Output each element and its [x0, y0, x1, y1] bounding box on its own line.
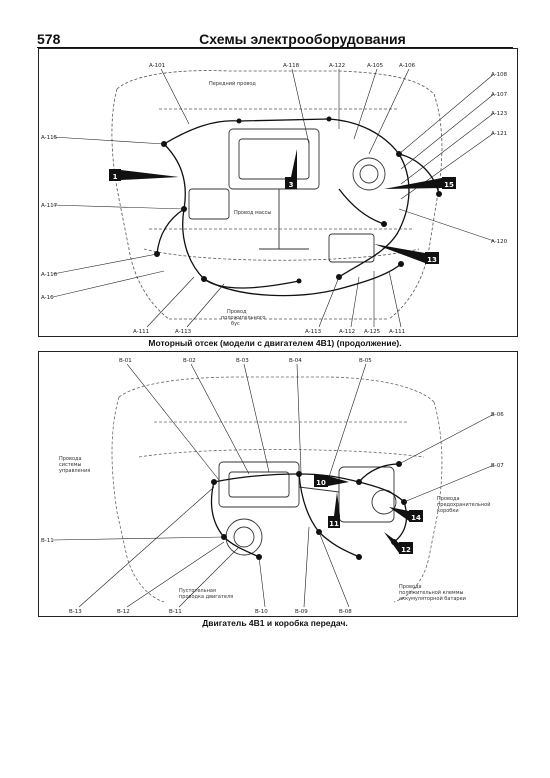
note-front-harness: Передний провод — [209, 81, 256, 87]
note-right2-2: положительной клеммы — [399, 590, 464, 596]
label-a116: A-116 — [41, 272, 58, 278]
page-number: 578 — [37, 31, 61, 47]
label-a16: A-16 — [41, 295, 54, 301]
note-left-3: управления — [59, 468, 91, 474]
label-b09: B-09 — [295, 609, 308, 615]
note-right-1: Провода — [437, 496, 460, 502]
connectors — [154, 117, 442, 284]
label-b07: B-07 — [491, 463, 504, 469]
note-right-2: предохранительной — [437, 502, 491, 508]
label-a121: A-121 — [491, 131, 508, 137]
note-left-2: системы — [59, 462, 82, 468]
label-a120: A-120 — [491, 239, 508, 245]
page-title: Схемы электрооборудования — [199, 31, 406, 47]
label-a113-left: A-113 — [175, 329, 192, 335]
label-a101: A-101 — [149, 63, 166, 69]
label-b05: B-05 — [359, 358, 372, 364]
marker-14: 14 — [411, 514, 421, 522]
label-b04: B-04 — [289, 358, 302, 364]
body-outline — [112, 71, 442, 319]
engine-bay-drawing — [39, 49, 517, 336]
label-b12: B-12 — [117, 609, 130, 615]
label-b03: B-03 — [236, 358, 249, 364]
engine-parts — [219, 462, 396, 555]
note-ground-wire-2: положительного — [221, 315, 266, 321]
note-ground-wire-1: Провод — [227, 309, 247, 315]
leader-lines-2 — [53, 364, 494, 607]
engine-block — [189, 129, 385, 262]
marker-3: 3 — [288, 181, 294, 189]
connectors-2 — [211, 461, 407, 560]
label-b11-bottom: B-11 — [169, 609, 182, 615]
label-b11-left: B-11 — [41, 538, 54, 544]
label-a123: A-123 — [491, 111, 508, 117]
label-b06: B-06 — [491, 412, 504, 418]
marker-10: 10 — [316, 479, 326, 487]
note-harness-body: Провод массы — [234, 210, 272, 216]
note-bottom-1: Пустотельная — [179, 588, 216, 594]
figure2-caption: Двигатель 4В1 и коробка передач. — [202, 618, 348, 628]
callout-labels-2 — [41, 358, 504, 615]
note-right2-1: Провода — [399, 584, 422, 590]
label-b01: B-01 — [119, 358, 132, 364]
marker-1: 1 — [112, 173, 118, 181]
leader-lines — [53, 69, 494, 327]
engine-transmission-drawing — [39, 352, 517, 616]
label-a106: A-106 — [399, 63, 416, 69]
label-a105: A-105 — [367, 63, 384, 69]
body-outline-2 — [112, 377, 442, 602]
figure1-caption: Моторный отсек (модели с двигателем 4В1) (продолжение). — [148, 338, 402, 348]
label-a125: A-125 — [364, 329, 381, 335]
label-a115: A-115 — [41, 135, 58, 141]
wiring-harness — [157, 119, 439, 296]
figure-engine-transmission — [38, 351, 518, 617]
label-b08: B-08 — [339, 609, 352, 615]
label-a108: A-108 — [491, 72, 508, 78]
callout-labels — [41, 63, 508, 335]
label-b13: B-13 — [69, 609, 82, 615]
marker-12: 12 — [401, 546, 411, 554]
label-a111-left: A-111 — [133, 329, 150, 335]
wiring-harness-2 — [211, 464, 406, 557]
label-a113-right: A-113 — [305, 329, 322, 335]
note-ground-wire-3: бус — [231, 321, 240, 327]
label-a118: A-118 — [283, 63, 300, 69]
note-right2-3: аккумуляторной батареи — [399, 596, 466, 602]
marker-11: 11 — [329, 520, 339, 528]
label-a117: A-117 — [41, 203, 58, 209]
figure2-notes — [59, 456, 490, 602]
label-a122: A-122 — [329, 63, 346, 69]
label-b02: B-02 — [183, 358, 196, 364]
note-bottom-2: проводка двигателя — [179, 594, 234, 600]
label-a111-right: A-111 — [389, 329, 406, 335]
note-right-3: коробки — [437, 508, 459, 514]
note-left-1: Провода — [59, 456, 82, 462]
marker-13: 13 — [427, 256, 437, 264]
label-a107: A-107 — [491, 92, 508, 98]
label-b10: B-10 — [255, 609, 268, 615]
marker-15: 15 — [444, 181, 454, 189]
label-a112: A-112 — [339, 329, 356, 335]
figure1-notes — [209, 80, 271, 327]
figure-engine-bay — [38, 48, 518, 337]
